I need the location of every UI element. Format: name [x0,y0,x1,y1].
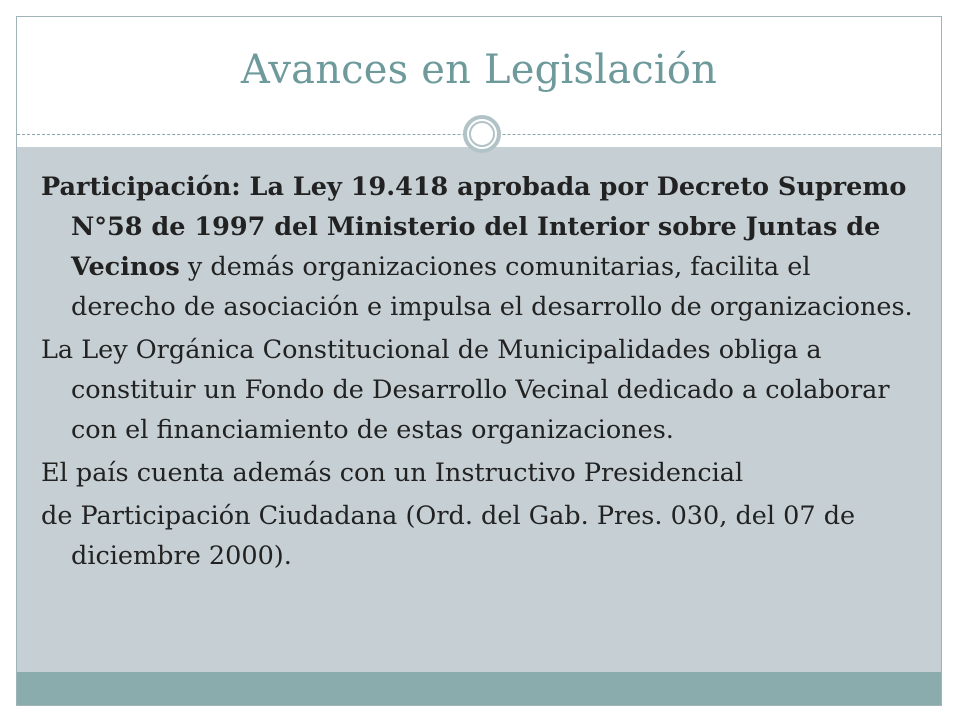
paragraph-ley-organica [41,330,921,450]
ring-ornament-icon [463,115,501,153]
paragraph-instructivo [41,453,921,493]
slide [16,16,942,706]
paragraph-text: de Participación Ciudadana (Ord. del Gab. Pres. 030, del 07 de diciembre 2000). [41,501,856,571]
paragraph-text: y demás organizaciones comunitarias, facilita el derecho de asociación e impulsa el desarrollo de organizaciones. [71,252,913,322]
paragraph-bold-lead: Participación: La Ley 19.418 aprobada por Decreto Supremo N°58 de 1997 del Ministerio del Interior sobre Juntas de Vecinos [41,172,907,282]
slide-title: Avances en Legislación [240,47,718,93]
paragraph-ordinario [41,496,921,576]
paragraph-text: El país cuenta además con un Instructivo Presidencial [41,458,744,488]
paragraph-participacion [41,167,921,327]
footer-band [17,672,941,706]
body-text [41,167,921,579]
paragraph-text: La Ley Orgánica Constitucional de Municipalidades obliga a constituir un Fondo de Desarrollo Vecinal dedicado a colaborar con el financiamiento de estas organizaciones. [41,335,890,445]
